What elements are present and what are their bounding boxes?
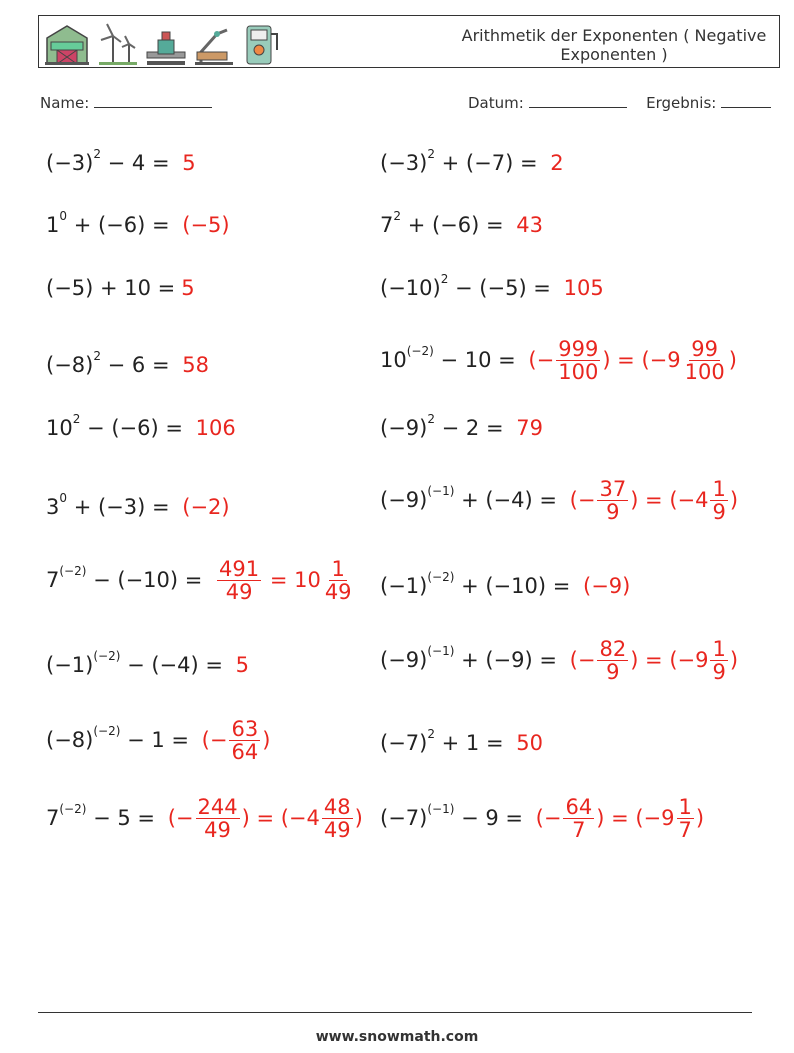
answer-text: ) = (−9 (602, 348, 681, 372)
fraction-denominator: 49 (225, 579, 253, 604)
robot-arm-icon (193, 22, 235, 66)
worksheet-header (38, 15, 780, 68)
name-label: Name: (40, 94, 90, 112)
date-blank[interactable] (529, 94, 627, 108)
problem-question (46, 649, 230, 677)
fraction-numerator: 999 (558, 336, 599, 361)
problem-answer (536, 796, 704, 841)
problem-answer (182, 495, 229, 519)
problem-item (380, 398, 543, 458)
problem-question (46, 724, 196, 752)
question-rest: + (−7) = (434, 151, 545, 175)
answer-fraction (556, 338, 600, 383)
problem-question (380, 802, 530, 830)
question-exponent: (−2) (93, 649, 121, 663)
problem-answer (516, 213, 543, 237)
problem-answer (550, 151, 563, 175)
problem-question (46, 349, 177, 377)
problem-item (380, 788, 704, 848)
question-exponent: 2 (393, 209, 402, 223)
fraction-denominator: 64 (231, 739, 259, 764)
problem-item (380, 258, 604, 318)
problem-question (380, 644, 564, 672)
question-exponent: (−1) (427, 802, 455, 816)
question-exponent: (−2) (406, 344, 434, 358)
problem-item (46, 788, 363, 848)
fraction-denominator: 7 (678, 817, 692, 842)
problem-item (46, 550, 356, 610)
fuel-pump-icon (241, 22, 283, 66)
score-label: Ergebnis: (646, 94, 717, 112)
problem-answer (564, 276, 604, 300)
answer-text: (− (535, 806, 562, 830)
fraction-denominator: 9 (712, 499, 726, 524)
fraction-denominator: 9 (606, 659, 620, 684)
fraction-denominator: 49 (323, 817, 351, 842)
question-rest: − 1 = (120, 728, 196, 752)
question-rest: + (−6) = (67, 213, 177, 237)
answer-text: ) = (−4 (241, 806, 320, 830)
fraction-numerator: 64 (565, 794, 593, 819)
problem-question (380, 484, 564, 512)
fraction-numerator: 1 (712, 476, 726, 501)
pipeline-valve-icon (145, 22, 187, 66)
question-rest: + 1 = (434, 731, 511, 755)
problem-answer (196, 416, 236, 440)
answer-text: 5 (182, 151, 196, 175)
fraction-denominator: 49 (324, 579, 352, 604)
score-blank[interactable] (721, 94, 771, 108)
problem-question (46, 147, 177, 175)
answer-text: (− (569, 488, 596, 512)
problem-question (46, 276, 175, 300)
question-exponent: 2 (427, 412, 435, 426)
footer-divider (38, 1012, 752, 1013)
question-exponent: 2 (427, 147, 435, 161)
problem-item (46, 258, 195, 318)
question-exponent: 2 (427, 727, 435, 741)
problem-item (380, 330, 737, 390)
question-rest: − 10 = (433, 348, 523, 372)
answer-text: 50 (516, 731, 543, 755)
answer-fraction (217, 558, 261, 603)
problem-answer (181, 276, 194, 300)
problem-item (46, 477, 230, 537)
question-base: (−7) (380, 806, 428, 830)
problem-question (46, 802, 162, 830)
problem-answer (236, 653, 249, 677)
fraction-numerator: 99 (691, 336, 719, 361)
problem-question (380, 147, 545, 175)
problem-item (46, 635, 249, 695)
date-label: Datum: (468, 94, 524, 112)
answer-text: 5 (235, 653, 250, 677)
answer-fraction (710, 638, 727, 683)
question-rest: − 9 = (454, 806, 530, 830)
problem-question (46, 491, 177, 519)
question-base: (−9) (380, 416, 428, 440)
problem-answer (570, 638, 738, 683)
problem-answer (516, 731, 543, 755)
question-exponent: (−2) (59, 564, 87, 578)
question-base: 7 (46, 806, 60, 830)
fraction-numerator: 491 (219, 556, 260, 581)
worksheet-title: Arithmetik der Exponenten ( Negative Exponenten ) (461, 26, 767, 64)
answer-text: ) (729, 648, 739, 672)
question-exponent: 0 (59, 491, 68, 505)
fraction-denominator: 49 (204, 817, 231, 842)
wind-turbine-icon (97, 22, 139, 66)
answer-text: 58 (182, 353, 209, 377)
fraction-numerator: 37 (599, 476, 627, 501)
question-base: (−9) (380, 648, 428, 672)
answer-text: 105 (563, 276, 604, 300)
question-rest: − (−5) = (448, 276, 558, 300)
question-rest: − 4 = (100, 151, 177, 175)
answer-text: ) (262, 728, 271, 752)
fraction-numerator: 244 (197, 794, 238, 819)
answer-text: = 10 (263, 568, 321, 592)
answer-fraction (196, 796, 240, 841)
question-base: (−10) (380, 276, 441, 300)
problem-item (380, 630, 738, 690)
answer-fraction (710, 478, 727, 523)
problem-answer (182, 353, 209, 377)
answer-text: ) (695, 806, 705, 830)
fraction-numerator: 1 (712, 636, 726, 661)
problem-question (46, 412, 190, 440)
problem-item (46, 133, 196, 193)
question-rest: − 6 = (100, 353, 177, 377)
footer-website: www.snowmath.com (315, 1029, 479, 1045)
answer-fraction (323, 558, 354, 603)
problem-question (380, 727, 511, 755)
question-exponent: 2 (440, 272, 449, 286)
answer-text: 5 (181, 276, 195, 300)
answer-text: 106 (195, 416, 236, 440)
question-base: (−1) (380, 574, 428, 598)
problem-question (380, 209, 511, 237)
answer-fraction (597, 638, 628, 683)
answer-text: ) (354, 806, 363, 830)
problem-item (46, 710, 270, 770)
problem-question (46, 209, 177, 237)
question-rest: − 5 = (86, 806, 162, 830)
problem-item (46, 398, 236, 458)
problem-question (46, 564, 210, 592)
question-base: (−7) (380, 731, 428, 755)
question-exponent: (−2) (93, 724, 121, 738)
problem-question (380, 344, 523, 372)
answer-fraction (322, 796, 353, 841)
fraction-numerator: 63 (231, 716, 259, 741)
question-rest: + (−10) = (454, 574, 578, 598)
answer-text: ) (729, 488, 739, 512)
answer-fraction (229, 718, 260, 763)
problem-answer (570, 478, 738, 523)
question-base: (−8) (46, 728, 94, 752)
problem-item (380, 133, 564, 193)
problem-question (380, 570, 578, 598)
question-base: 1 (46, 213, 60, 237)
question-base: (−1) (46, 653, 94, 677)
question-rest: + (−4) = (454, 488, 564, 512)
question-rest: − (−10) = (86, 568, 210, 592)
fraction-denominator: 100 (558, 359, 599, 384)
problem-item (380, 470, 738, 530)
question-base: (−3) (380, 151, 428, 175)
problem-answer (182, 151, 195, 175)
answer-text: (−9) (583, 574, 631, 598)
question-rest: + (−3) = (67, 495, 177, 519)
problem-item (380, 556, 630, 616)
name-field (40, 94, 212, 112)
problem-answer (168, 796, 363, 841)
question-base: (−8) (46, 353, 94, 377)
fraction-denominator: 9 (606, 499, 620, 524)
problem-answer (202, 718, 271, 763)
answer-text: ) = (−4 (630, 488, 709, 512)
question-rest: − (−4) = (120, 653, 230, 677)
problem-answer (583, 574, 630, 598)
date-score-fields (468, 94, 771, 112)
question-rest: − (−6) = (80, 416, 190, 440)
answer-text: (− (569, 648, 596, 672)
header-icons (43, 18, 283, 66)
answer-fraction (563, 796, 594, 841)
question-exponent: 0 (59, 209, 68, 223)
answer-fraction (683, 338, 727, 383)
fraction-denominator: 9 (712, 659, 726, 684)
problem-answer (528, 338, 736, 383)
fraction-denominator: 7 (572, 817, 586, 842)
problem-item (46, 335, 209, 395)
question-base: 3 (46, 495, 60, 519)
question-exponent: (−2) (59, 802, 87, 816)
question-base: (−9) (380, 488, 428, 512)
answer-text: 79 (516, 416, 543, 440)
question-base: 7 (380, 213, 394, 237)
answer-text: ) = (−9 (630, 648, 709, 672)
question-rest: + (−6) = (401, 213, 511, 237)
problem-item (46, 195, 230, 255)
problem-item (380, 195, 543, 255)
question-base: (−3) (46, 151, 94, 175)
problem-answer (516, 416, 543, 440)
answer-text: 2 (550, 151, 564, 175)
answer-fraction (597, 478, 628, 523)
answer-fraction (677, 796, 694, 841)
answer-text: (−2) (182, 495, 230, 519)
answer-text: 43 (516, 213, 543, 237)
answer-text: (−5) (182, 213, 230, 237)
problem-question (380, 412, 511, 440)
question-base: (−5) + 10 = (46, 276, 176, 300)
question-base: 7 (46, 568, 60, 592)
question-exponent: 2 (93, 147, 101, 161)
fraction-denominator: 100 (684, 359, 725, 384)
question-base: 10 (380, 348, 407, 372)
question-rest: − 2 = (434, 416, 511, 440)
question-exponent: 2 (93, 349, 101, 363)
name-blank[interactable] (94, 94, 212, 108)
question-base: 10 (46, 416, 73, 440)
answer-text: (− (528, 348, 555, 372)
fraction-numerator: 82 (599, 636, 627, 661)
fraction-numerator: 48 (323, 794, 351, 819)
fraction-numerator: 1 (678, 794, 692, 819)
barn-icon (43, 22, 91, 66)
answer-text: ) (728, 348, 737, 372)
answer-text: (− (201, 728, 228, 752)
question-rest: + (−9) = (454, 648, 564, 672)
problem-answer (215, 558, 356, 603)
answer-text: (− (167, 806, 194, 830)
problem-item (380, 713, 543, 773)
question-exponent: (−1) (427, 644, 455, 658)
problem-question (380, 272, 558, 300)
answer-text: ) = (−9 (596, 806, 675, 830)
problem-answer (182, 213, 229, 237)
question-exponent: (−2) (427, 570, 455, 584)
fraction-numerator: 1 (331, 556, 345, 581)
question-exponent: (−1) (427, 484, 455, 498)
question-exponent: 2 (72, 412, 81, 426)
